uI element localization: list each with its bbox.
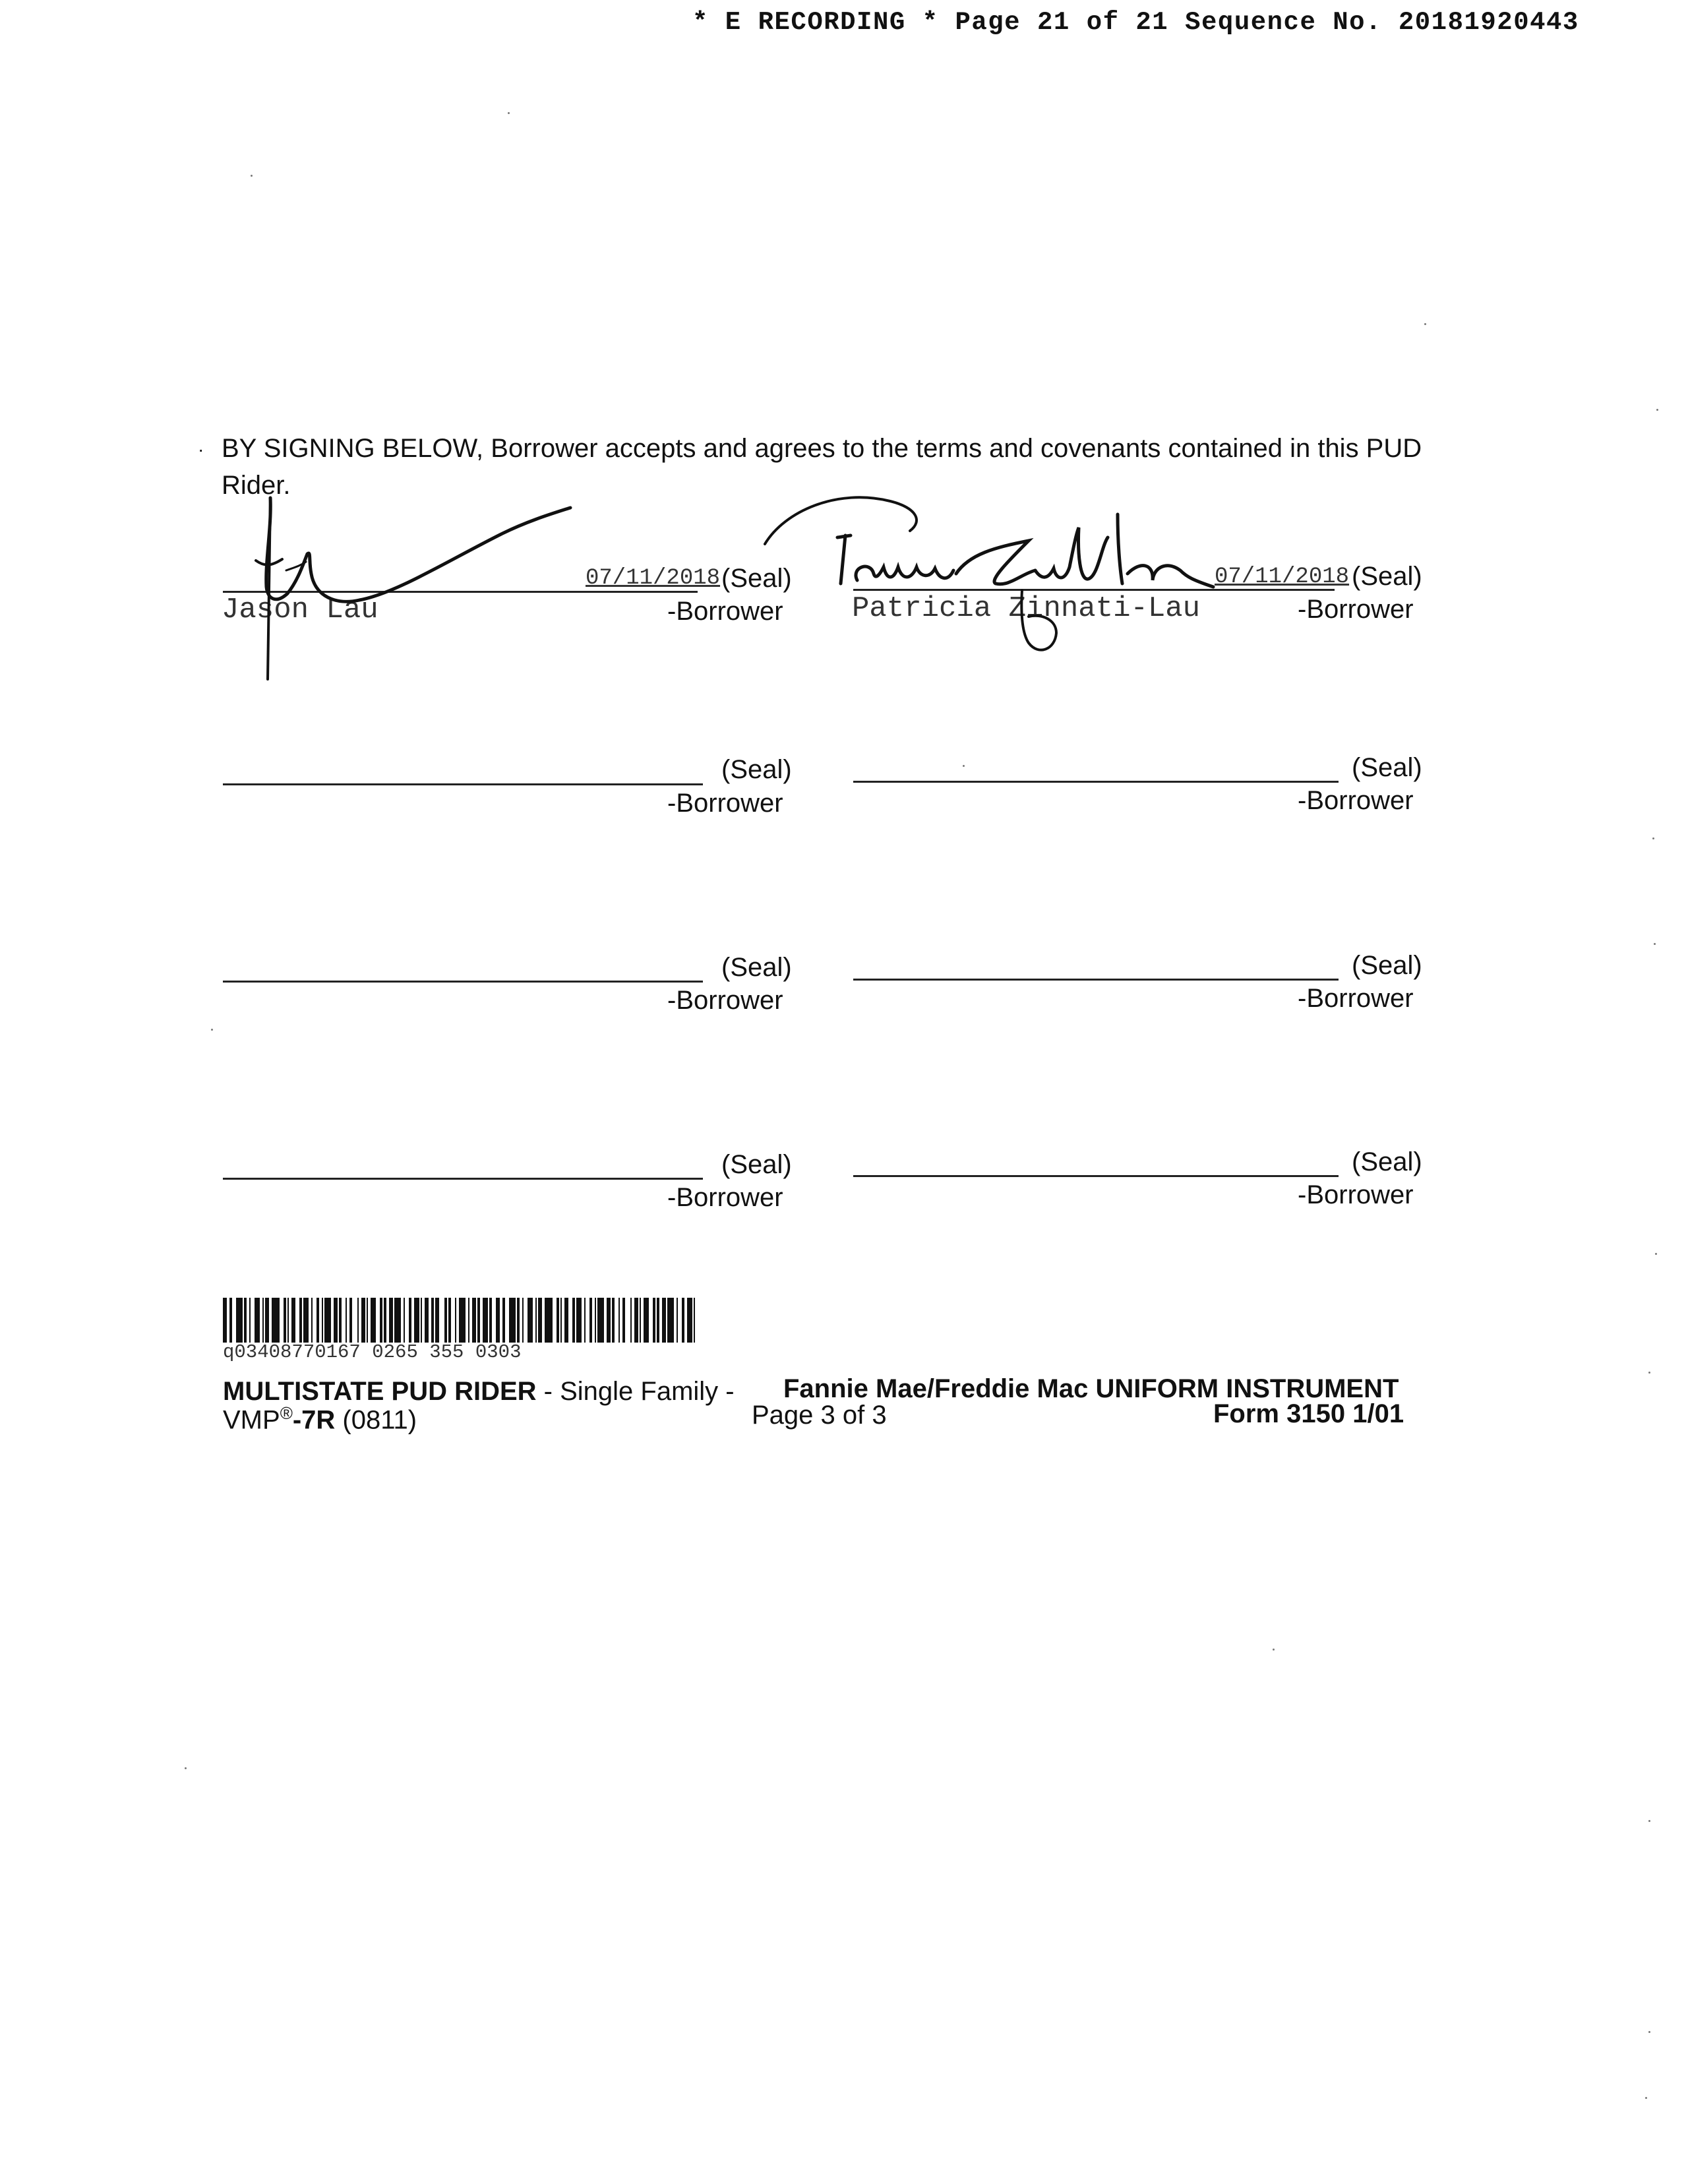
barcode-bar <box>640 1298 641 1343</box>
barcode-bar <box>496 1298 500 1343</box>
vmp-code: VMP <box>223 1405 280 1435</box>
borrower-role-8: -Borrower <box>1298 1180 1414 1209</box>
barcode-bar <box>448 1298 451 1343</box>
barcode-bar <box>468 1298 469 1343</box>
scan-speck <box>1273 1649 1275 1651</box>
barcode-bar <box>236 1298 243 1343</box>
borrower-role-6: -Borrower <box>1298 984 1414 1013</box>
barcode-bar <box>472 1298 476 1343</box>
vmp-line <box>223 1403 417 1435</box>
barcode <box>223 1298 698 1343</box>
scan-speck <box>1654 943 1656 945</box>
barcode-bar <box>538 1298 542 1343</box>
barcode-bar <box>612 1298 615 1343</box>
barcode-bar <box>380 1298 382 1343</box>
barcode-bar <box>357 1298 359 1343</box>
scan-speck <box>1652 837 1654 839</box>
barcode-bar <box>435 1298 439 1343</box>
vmp-registered-mark: ® <box>280 1403 293 1423</box>
seal-label-8: (Seal) <box>1352 1147 1422 1176</box>
page-indicator: Page 3 of 3 <box>752 1401 887 1430</box>
barcode-bar <box>622 1298 625 1343</box>
seal-label-7: (Seal) <box>721 1150 792 1179</box>
barcode-bar <box>517 1298 520 1343</box>
barcode-bar <box>667 1298 674 1343</box>
form-title: MULTISTATE PUD RIDER <box>223 1377 537 1406</box>
barcode-bar <box>572 1298 575 1343</box>
scan-speck <box>1648 2031 1650 2033</box>
barcode-bar <box>607 1298 611 1343</box>
barcode-bar <box>346 1298 347 1343</box>
scan-speck <box>251 175 253 177</box>
barcode-bar <box>272 1298 280 1343</box>
barcode-bar <box>349 1298 352 1343</box>
barcode-bar <box>653 1298 655 1343</box>
signature-date-1: 07/11/2018 <box>586 566 721 591</box>
barcode-bar <box>576 1298 582 1343</box>
vmp-version: (0811) <box>335 1405 417 1435</box>
barcode-bar <box>425 1298 429 1343</box>
barcode-bar <box>367 1298 368 1343</box>
signature-date-2: 07/11/2018 <box>1215 564 1350 590</box>
seal-label-4: (Seal) <box>1352 753 1422 782</box>
barcode-bar <box>371 1298 376 1343</box>
scan-speck <box>1648 1820 1650 1822</box>
scan-speck <box>1656 409 1658 411</box>
barcode-bar <box>384 1298 386 1343</box>
scan-speck <box>211 1029 213 1031</box>
barcode-bar <box>687 1298 692 1343</box>
barcode-bar <box>334 1298 338 1343</box>
barcode-bar <box>509 1298 516 1343</box>
barcode-bar <box>265 1298 269 1343</box>
borrower-signature-2 <box>758 475 1233 673</box>
signature-line-8 <box>853 1175 1339 1177</box>
signature-line-7 <box>223 1178 703 1180</box>
barcode-bar <box>545 1298 553 1343</box>
barcode-bar <box>564 1298 568 1343</box>
barcode-bar <box>597 1298 604 1343</box>
barcode-bar <box>557 1298 559 1343</box>
form-title-line <box>223 1377 735 1407</box>
barcode-bar <box>287 1298 289 1343</box>
recording-header: * E RECORDING * Page 21 of 21 Sequence No. 20181920443 <box>692 8 1579 37</box>
barcode-bar <box>634 1298 638 1343</box>
scan-speck <box>185 1767 187 1769</box>
signature-line-5 <box>223 981 703 983</box>
borrower-role-1: -Borrower <box>667 597 783 626</box>
barcode-bar <box>229 1298 232 1343</box>
barcode-bar <box>455 1298 456 1343</box>
borrower-name-2: Patricia Zinnati-Lau <box>852 592 1201 625</box>
barcode-bar <box>316 1298 319 1343</box>
barcode-bar <box>404 1298 405 1343</box>
barcode-bar <box>528 1298 533 1343</box>
seal-label-6: (Seal) <box>1352 951 1422 980</box>
barcode-bar <box>662 1298 666 1343</box>
signature-line-3 <box>223 783 703 785</box>
form-instrument: Fannie Mae/Freddie Mac UNIFORM INSTRUMENT <box>783 1374 1399 1403</box>
signature-line-4 <box>853 781 1339 783</box>
scan-speck <box>963 765 965 767</box>
barcode-bar <box>361 1298 365 1343</box>
barcode-bar <box>682 1298 684 1343</box>
seal-label-2: (Seal) <box>1352 562 1422 591</box>
barcode-bar <box>502 1298 505 1343</box>
seal-label-1: (Seal) <box>721 564 792 593</box>
bullet-mark: · <box>198 439 204 460</box>
barcode-bar <box>389 1298 393 1343</box>
barcode-bar <box>522 1298 524 1343</box>
barcode-bar <box>414 1298 419 1343</box>
barcode-bar <box>444 1298 447 1343</box>
vmp-suffix: -7R <box>292 1405 336 1435</box>
borrower-signature-1 <box>224 488 593 686</box>
barcode-bar <box>560 1298 562 1343</box>
borrower-role-4: -Borrower <box>1298 786 1414 815</box>
barcode-bar <box>255 1298 260 1343</box>
barcode-bar <box>223 1298 227 1343</box>
barcode-bar <box>394 1298 401 1343</box>
barcode-bar <box>483 1298 488 1343</box>
barcode-bar <box>339 1298 342 1343</box>
form-number: Form 3150 1/01 <box>1213 1399 1404 1428</box>
barcode-bar <box>299 1298 302 1343</box>
signing-statement: BY SIGNING BELOW, Borrower accepts and agrees to the terms and covenants contained in this PUD Rider. <box>222 434 1422 500</box>
scan-speck <box>1645 2097 1647 2099</box>
barcode-bar <box>284 1298 286 1343</box>
borrower-role-5: -Borrower <box>667 986 783 1015</box>
barcode-bar <box>584 1298 586 1343</box>
barcode-bar <box>249 1298 251 1343</box>
borrower-role-3: -Borrower <box>667 789 783 818</box>
scan-speck <box>508 112 510 114</box>
scan-speck <box>1648 1372 1650 1374</box>
barcode-bar <box>618 1298 620 1343</box>
form-type: - Single Family - <box>536 1377 735 1406</box>
barcode-bar <box>303 1298 309 1343</box>
barcode-bar <box>311 1298 313 1343</box>
barcode-bar <box>694 1298 695 1343</box>
barcode-bar <box>409 1298 411 1343</box>
borrower-role-2: -Borrower <box>1298 595 1414 624</box>
barcode-bar <box>477 1298 480 1343</box>
barcode-bar <box>244 1298 247 1343</box>
barcode-bar <box>421 1298 422 1343</box>
borrower-role-7: -Borrower <box>667 1183 783 1212</box>
barcode-bar <box>595 1298 596 1343</box>
barcode-bar <box>630 1298 632 1343</box>
barcode-bar <box>324 1298 331 1343</box>
barcode-bar <box>322 1298 323 1343</box>
barcode-bar <box>589 1298 592 1343</box>
barcode-bar <box>459 1298 466 1343</box>
scan-speck <box>1655 1253 1657 1255</box>
barcode-bar <box>431 1298 434 1343</box>
barcode-bar <box>535 1298 537 1343</box>
barcode-bar <box>657 1298 659 1343</box>
seal-label-5: (Seal) <box>721 953 792 982</box>
signature-line-6 <box>853 979 1339 981</box>
barcode-bar <box>489 1298 492 1343</box>
barcode-bar <box>644 1298 649 1343</box>
seal-label-3: (Seal) <box>721 755 792 784</box>
borrower-name-1: Jason Lau <box>222 593 378 626</box>
barcode-bar <box>291 1298 295 1343</box>
scan-speck <box>1424 323 1426 325</box>
barcode-bar <box>677 1298 678 1343</box>
barcode-number: q03408770167 0265 355 0303 <box>223 1341 522 1363</box>
barcode-bar <box>262 1298 264 1343</box>
